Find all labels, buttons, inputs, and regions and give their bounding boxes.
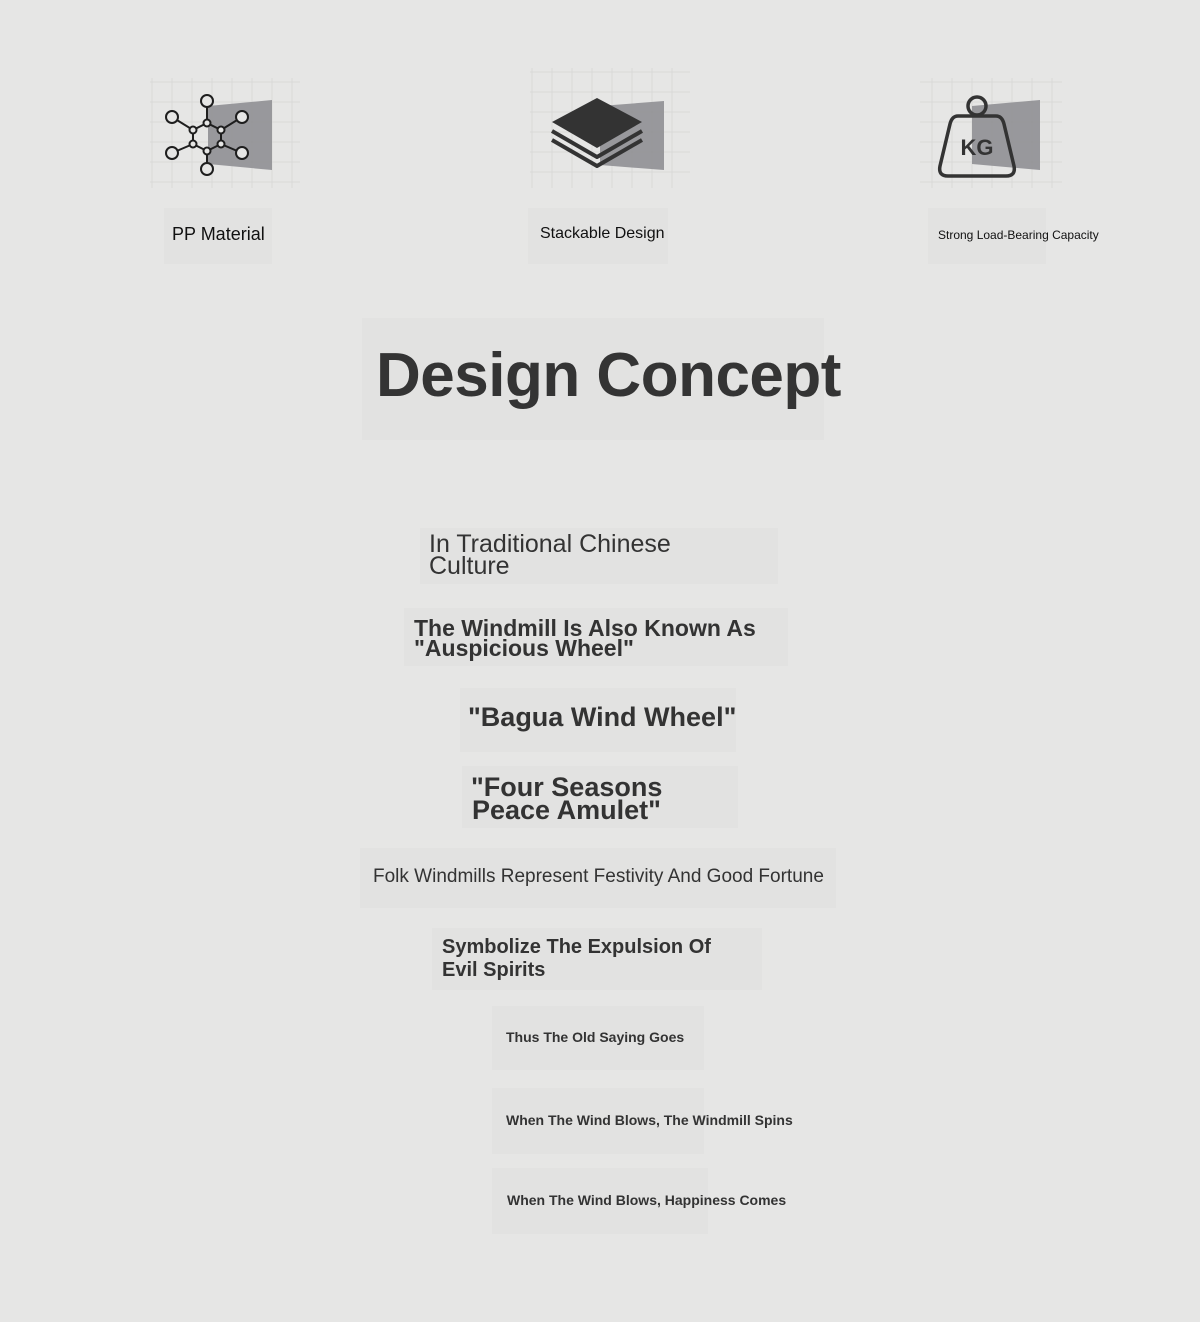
happiness-comes-text: When The Wind Blows, Happiness Comes bbox=[507, 1192, 787, 1208]
bagua-wind-wheel-text: "Bagua Wind Wheel" bbox=[468, 702, 737, 732]
text-line: "Four Seasons bbox=[471, 772, 663, 802]
kg-weight-icon bbox=[920, 78, 1062, 188]
text-line: Culture bbox=[429, 552, 510, 580]
feature-label-load-capacity: Strong Load-Bearing Capacity bbox=[938, 228, 1099, 242]
symbolize-text bbox=[442, 936, 711, 982]
molecule-structure-icon bbox=[150, 78, 300, 188]
windmill-spins-text: When The Wind Blows, The Windmill Spins bbox=[506, 1112, 793, 1128]
svg-text:KG: KG bbox=[960, 135, 994, 160]
stacked-layers-icon bbox=[530, 68, 690, 188]
folk-windmills-text: Folk Windmills Represent Festivity And Good Fortune bbox=[373, 866, 824, 887]
feature-label-pp-material: PP Material bbox=[172, 224, 265, 244]
text-line: The Windmill Is Also Known As bbox=[414, 615, 756, 641]
also-known-as-text bbox=[414, 615, 756, 661]
page-title: Design Concept bbox=[376, 341, 841, 410]
text-line: In Traditional Chinese bbox=[429, 530, 671, 558]
old-saying-text: Thus The Old Saying Goes bbox=[506, 1029, 685, 1045]
four-seasons-text bbox=[471, 772, 663, 825]
text-line: "Auspicious Wheel" bbox=[414, 635, 634, 661]
text-line: Symbolize The Expulsion Of bbox=[442, 936, 711, 958]
text-line: Evil Spirits bbox=[442, 959, 546, 981]
traditional-culture-text bbox=[429, 530, 671, 580]
text-line: Peace Amulet" bbox=[472, 795, 661, 825]
feature-label-stackable-design: Stackable Design bbox=[540, 225, 665, 242]
